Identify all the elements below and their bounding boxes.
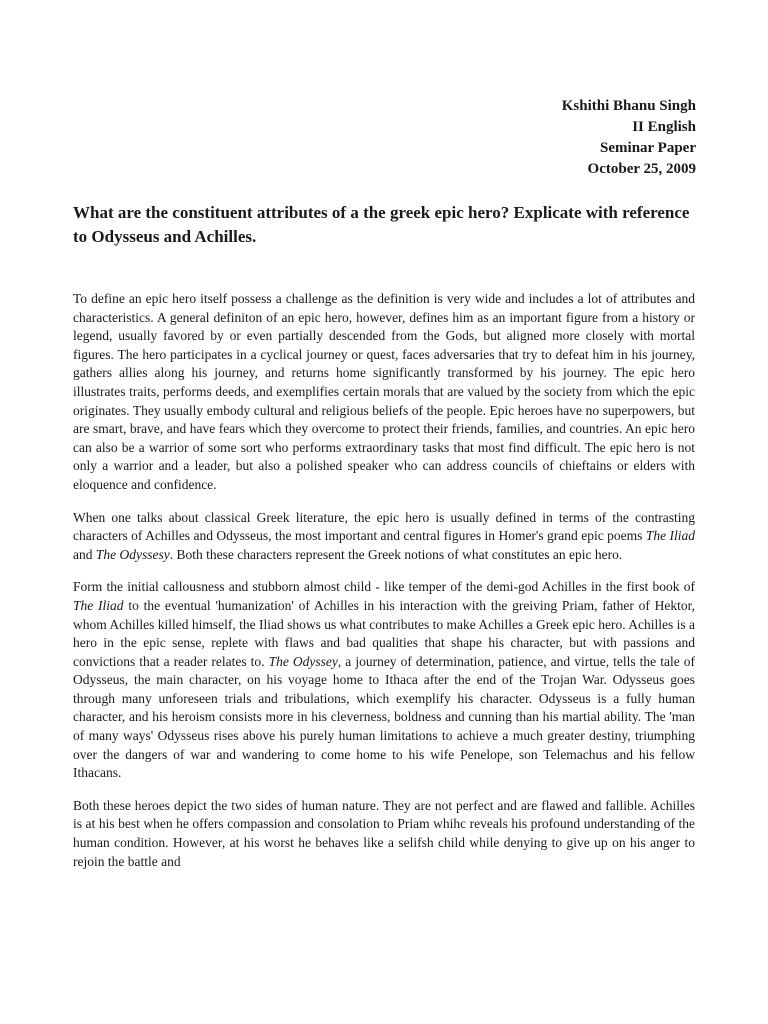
paragraph-text: and bbox=[73, 546, 96, 562]
paragraph-text: To define an epic hero itself possess a challenge as the definition is very wide and includes a lot of attributes and characteristics. A general definiton of an epic hero, however, defines him as an important figure from a history or legend, usually favored by or even partially descended from the Gods, but aligned more closely with mortal figures. The hero participates in a cyclical journey or quest, faces adversaries that try to defeat him in his journey, gathers allies along his journey, and returns home significantly transformed by his journey. The epic hero illustrates traits, performs deeds, and exemplifies certain morals that are valued by the society from which the epic originates. They usually embody cultural and religious beliefs of the people. Epic heroes have no superpowers, but are smart, brave, and have fears which they overcome to protect their friends, families, and countries. An epic hero can also be a warrior of some sort who performs extraordinary tasks that most find difficult. The epic hero is not only a warrior and a leader, but also a polished speaker who can address councils of chieftains or elders with eloquence and confidence. bbox=[73, 291, 695, 492]
paragraph bbox=[73, 797, 695, 871]
body-text bbox=[73, 290, 695, 871]
paragraph-text: . Both these characters represent the Greek notions of what constitutes an epic hero. bbox=[169, 546, 623, 562]
document-type: Seminar Paper bbox=[600, 140, 696, 156]
author-name: Kshithi Bhanu Singh bbox=[561, 98, 696, 114]
paragraph-text: Form the initial callousness and stubborn almost child - like temper of the demi-god Achilles in the first book of bbox=[73, 579, 695, 595]
class-name: II English bbox=[632, 119, 696, 135]
italic-title-text: The Odyssesy bbox=[95, 546, 170, 562]
italic-title-text: The Odyssey bbox=[268, 653, 338, 669]
paragraph bbox=[73, 578, 695, 783]
paper-title: What are the constituent attributes of a the greek epic hero? Explicate with reference to Odysseus and Achilles. bbox=[73, 203, 690, 246]
paragraph bbox=[73, 509, 695, 565]
paragraph-text: , a journey of determination, patience, and virtue, tells the tale of Odysseus, the main character, on his voyage home to Ithaca after the end of the Trojan War. Odysseus goes through many unforeseen trials and tribulations, which exemplify his character. Odysseus is a fully human character, and his heroism consists more in his cleverness, boldness and cunning than his martial ability. The 'man of many ways' Odysseus rises above his purely human limitations to achieve a much greater destiny, triumphing over the dangers of war and wandering to come home to his wife Penelope, son Telemachus and his fellow Ithacans. bbox=[73, 653, 695, 781]
document-date: October 25, 2009 bbox=[587, 161, 696, 177]
italic-title-text: The Iliad bbox=[645, 528, 695, 544]
italic-title-text: The Iliad bbox=[73, 597, 124, 613]
paragraph-text: When one talks about classical Greek literature, the epic hero is usually defined in terms of the contrasting characters of Achilles and Odysseus, the most important and central figures in Homer's grand epic poems bbox=[73, 509, 695, 544]
paragraph-text: Both these heroes depict the two sides of human nature. They are not perfect and are flawed and fallible. Achilles is at his best when he offers compassion and consolation to Priam whihc reveals his profound understanding of the human condition. However, at his worst he behaves like a selifsh child while denying to give up on his anger to rejoin the battle and bbox=[73, 797, 695, 869]
author-header bbox=[562, 96, 696, 180]
paragraph-text: to the eventual 'humanization' of Achilles in his interaction with the greiving Priam, father of Hektor, whom Achilles killed himself, the Iliad shows us what contributes to make Achilles a Greek epic hero. Achilles is a hero in the epic sense, replete with flaws and bad qualities that shape his character, but with passions and convictions that a reader relates to. bbox=[73, 597, 695, 669]
paragraph bbox=[73, 290, 695, 495]
